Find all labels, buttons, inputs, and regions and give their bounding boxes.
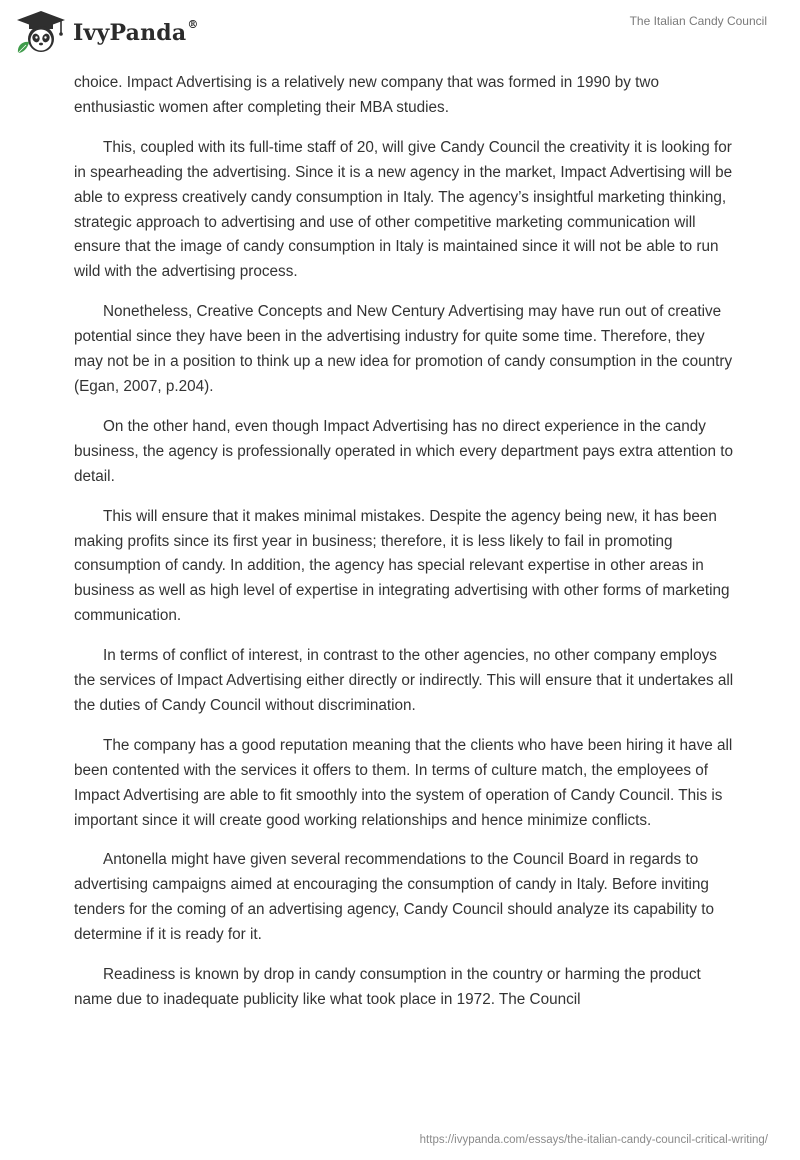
paragraph: Nonetheless, Creative Concepts and New Century Advertising may have run out of creative potential since they have been in the advertising industry for quite some time. Therefore, they may not be in a position to think up a new idea for promotion of candy consumption in the country (Egan, 2007, p.204). [74,303,733,395]
logo-wordmark: IvyPanda [73,20,187,46]
paragraph: On the other hand, even though Impact Advertising has no direct experience in the candy business, the agency is professionally operated in which every department pays extra attention to detail. [74,417,733,485]
paragraph: Readiness is known by drop in candy consumption in the country or harming the product name due to inadequate publicity like what took place in 1972. The Council [74,966,701,1008]
paragraph: This will ensure that it makes minimal mistakes. Despite the agency being new, it has been making profits since its first year in business; therefore, it is less likely to fail in promoting consumption of candy. In addition, the agency has special relevant expertise in other areas in business as well as high level of expertise in integrating advertising with other forms of marketing communication. [74,507,730,625]
registered-mark: ® [187,18,199,31]
essay-body [74,71,734,1028]
source-url[interactable]: https://ivypanda.com/essays/the-italian-candy-council-critical-writing/ [419,1134,768,1146]
page-header [0,0,800,70]
document-title: The Italian Candy Council [629,14,767,28]
paragraph: In terms of conflict of interest, in contrast to the other agencies, no other company employs the services of Impact Advertising either directly or indirectly. This will ensure that it undertakes all the duties of Candy Council without discrimination. [74,647,734,714]
paragraph: The company has a good reputation meaning that the clients who have been hiring it have all been contented with the services it offers to them. In terms of culture match, the employees of Impact Advertising are able to fit smoothly into the system of operation of Candy Council. This is important since it will create good working relationships and hence minimize conflicts. [74,736,733,829]
paragraph: This, coupled with its full-time staff of 20, will give Candy Council the creativity it is looking for in spearheading the advertising. Since it is a new agency in the market, Impact Advertising will be able to express creatively candy consumption in Italy. The agency’s insightful marketing thinking, strategic approach to advertising and use of other competitive marketing communication will ensure that the image of candy consumption in Italy is maintained since it will not be able to run wild with the advertising process. [74,138,733,281]
ivypanda-logo[interactable] [14,9,199,55]
paragraph: choice. Impact Advertising is a relatively new company that was formed in 1990 by two enthusiastic women after completing their MBA studies. [74,74,659,116]
panda-graduate-icon [14,9,68,55]
paragraph: Antonella might have given several recommendations to the Council Board in regards to advertising campaigns aimed at encouraging the consumption of candy in Italy. Before inviting tenders for the coming of an advertising agency, Candy Council should analyze its capability to determine if it is ready for it. [74,851,714,944]
logo-text [73,20,199,46]
